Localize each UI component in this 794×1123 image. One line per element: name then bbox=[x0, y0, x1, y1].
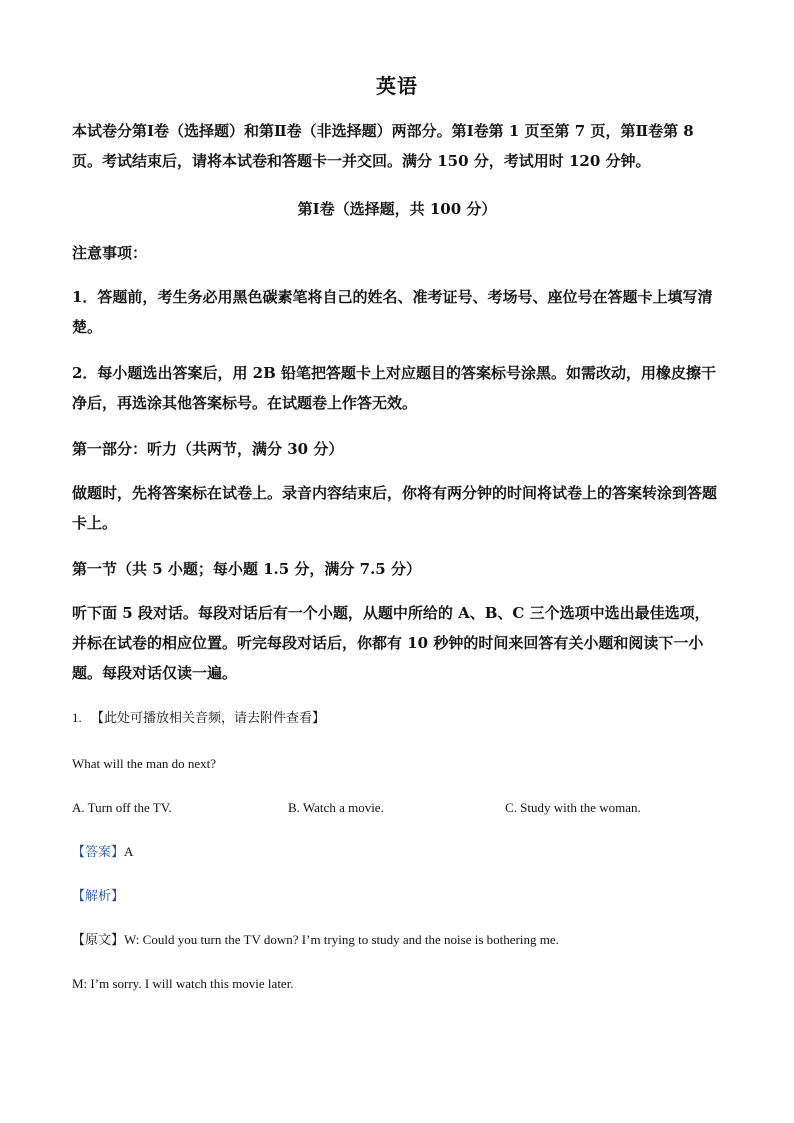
answer-value: A bbox=[124, 844, 134, 859]
original-w-line: W: Could you turn the TV down? I’m trying to study and the noise is bothering me. bbox=[124, 932, 559, 947]
intro-paragraph: 本试卷分第Ⅰ卷（选择题）和第Ⅱ卷（非选择题）两部分。第Ⅰ卷第 1 页至第 7 页，第Ⅱ卷第 8 页。考试结束后，请将本试卷和答题卡一并交回。满分 150 分，考试用时 120 分钟。 bbox=[72, 122, 694, 170]
option-a: A. Turn off the TV. bbox=[72, 800, 172, 815]
analysis-tag: 【解析】 bbox=[72, 888, 125, 903]
question-1-header bbox=[72, 708, 325, 728]
original-text-w bbox=[72, 930, 559, 950]
note-2: 2．每小题选出答案后，用 2B 铅笔把答题卡上对应题目的答案标号涂黑。如需改动，用橡皮擦干净后，再选涂其他答案标号。在试题卷上作答无效。 bbox=[72, 364, 717, 412]
note-1: 1．答题前，考生务必用黑色碳素笔将自己的姓名、准考证号、考场号、座位号在答题卡上填写清楚。 bbox=[72, 288, 713, 336]
audio-note: 【此处可播放相关音频，请去附件查看】 bbox=[91, 710, 326, 725]
answer-line bbox=[72, 842, 133, 862]
answer-tag: 【答案】 bbox=[72, 844, 125, 859]
original-tag: 【原文】 bbox=[72, 932, 125, 947]
section1-instructions: 听下面 5 段对话。每段对话后有一个小题，从题中所给的 A、B、C 三个选项中选出最佳选项，并标在试卷的相应位置。听完每段对话后，你都有 10 秒钟的时间来回答有关小题和阅读下一小题。每段对话仅读一遍。 bbox=[72, 604, 710, 682]
question-number: 1. bbox=[72, 710, 82, 725]
page-title: 英语 bbox=[376, 74, 418, 98]
option-c: C. Study with the woman. bbox=[505, 800, 641, 815]
section1-subheading: 第一节（共 5 小题；每小题 1.5 分，满分 7.5 分） bbox=[72, 560, 421, 578]
original-text-m: M: I’m sorry. I will watch this movie later. bbox=[72, 976, 294, 991]
section1-heading: 第Ⅰ卷（选择题，共 100 分） bbox=[297, 200, 497, 218]
part1-instructions: 做题时，先将答案标在试卷上。录音内容结束后，你将有两分钟的时间将试卷上的答案转涂到答题卡上。 bbox=[72, 484, 718, 532]
notes-heading: 注意事项： bbox=[72, 244, 148, 262]
option-b: B. Watch a movie. bbox=[288, 800, 384, 815]
part1-heading: 第一部分：听力（共两节，满分 30 分） bbox=[72, 440, 344, 458]
question-1-prompt: What will the man do next? bbox=[72, 756, 217, 771]
